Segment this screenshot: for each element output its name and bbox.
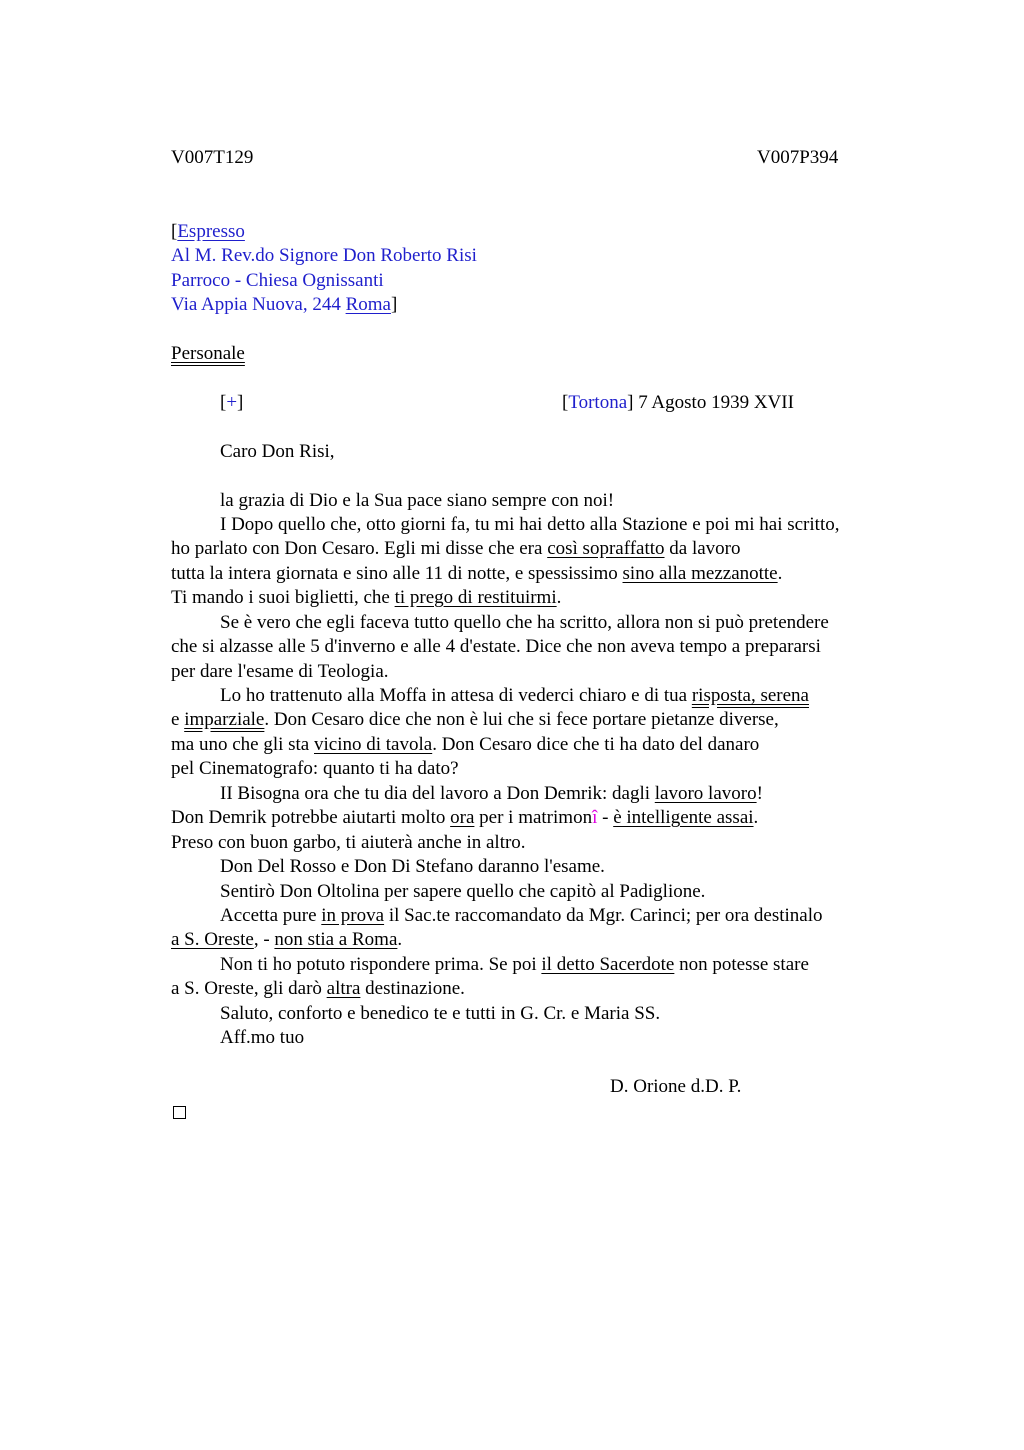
salutation: Caro Don Risi, [220,441,335,462]
document-code-left: V007T129 [171,147,254,168]
personale-heading: Personale [171,343,245,364]
espresso-link[interactable]: Espresso [177,221,245,242]
signature: D. Orione d.D. P. [610,1076,742,1097]
body-line: ho parlato con Don Cesaro. Egli mi disse che era così sopraffatto da lavoro [171,538,741,559]
body-line: Ti mando i suoi biglietti, che ti prego di restituirmi. [171,587,562,608]
address-line-espresso: [Espresso [171,221,245,242]
body-line: che si alzasse alle 5 d'inverno e alle 4 d'estate. Dice che non aveva tempo a prepararsi [171,636,821,657]
body-line: Don Demrik potrebbe aiutarti molto ora per i matrimonî - è intelligente assai. [171,807,759,828]
body-line: Se è vero che egli faceva tutto quello che ha scritto, allora non si può pretendere [220,612,829,633]
body-line: Lo ho trattenuto alla Moffa in attesa di vederci chiaro e di tua risposta, serena [220,685,809,706]
checkbox-icon[interactable] [173,1103,186,1125]
dateline: [Tortona] 7 Agosto 1939 XVII [562,392,794,413]
body-line: Sentirò Don Oltolina per sapere quello che capitò al Padiglione. [220,881,706,902]
document-code-right: V007P394 [757,147,839,168]
address-parish: Parroco - Chiesa Ognissanti [171,270,384,291]
body-line: e imparziale. Don Cesaro dice che non è lui che si fece portare pietanze diverse, [171,709,779,730]
body-line: per dare l'esame di Teologia. [171,661,389,682]
closing: Aff.mo tuo [220,1027,305,1048]
body-line: Saluto, conforto e benedico te e tutti in G. Cr. e Maria SS. [220,1003,661,1024]
body-line: a S. Oreste, - non stia a Roma. [171,929,403,950]
address-recipient: Al M. Rev.do Signore Don Roberto Risi [171,245,477,266]
body-line: pel Cinematografo: quanto ti ha dato? [171,758,459,779]
address-street: Via Appia Nuova, 244 Roma] [171,294,398,315]
body-line: I Dopo quello che, otto giorni fa, tu mi hai detto alla Stazione e poi mi hai scritto, [220,514,840,535]
body-line: Preso con buon garbo, ti aiuterà anche in altro. [171,832,526,853]
body-line: la grazia di Dio e la Sua pace siano sempre con noi! [220,490,615,511]
body-line: Accetta pure in prova il Sac.te raccomandato da Mgr. Carinci; per ora destinalo [220,905,823,926]
body-line: a S. Oreste, gli darò altra destinazione. [171,978,465,999]
body-line: II Bisogna ora che tu dia del lavoro a Don Demrik: dagli lavoro lavoro! [220,783,763,804]
body-line: ma uno che gli sta vicino di tavola. Don Cesaro dice che ti ha dato del danaro [171,734,760,755]
cross-mark: [+] [220,392,244,413]
body-line: Non ti ho potuto rispondere prima. Se poi il detto Sacerdote non potesse stare [220,954,809,975]
body-line: tutta la intera giornata e sino alle 11 di notte, e spessissimo sino alla mezzanotte. [171,563,783,584]
body-line: Don Del Rosso e Don Di Stefano daranno l'esame. [220,856,605,877]
roma-link[interactable]: Roma [345,294,391,315]
place-name: Tortona [568,392,628,413]
